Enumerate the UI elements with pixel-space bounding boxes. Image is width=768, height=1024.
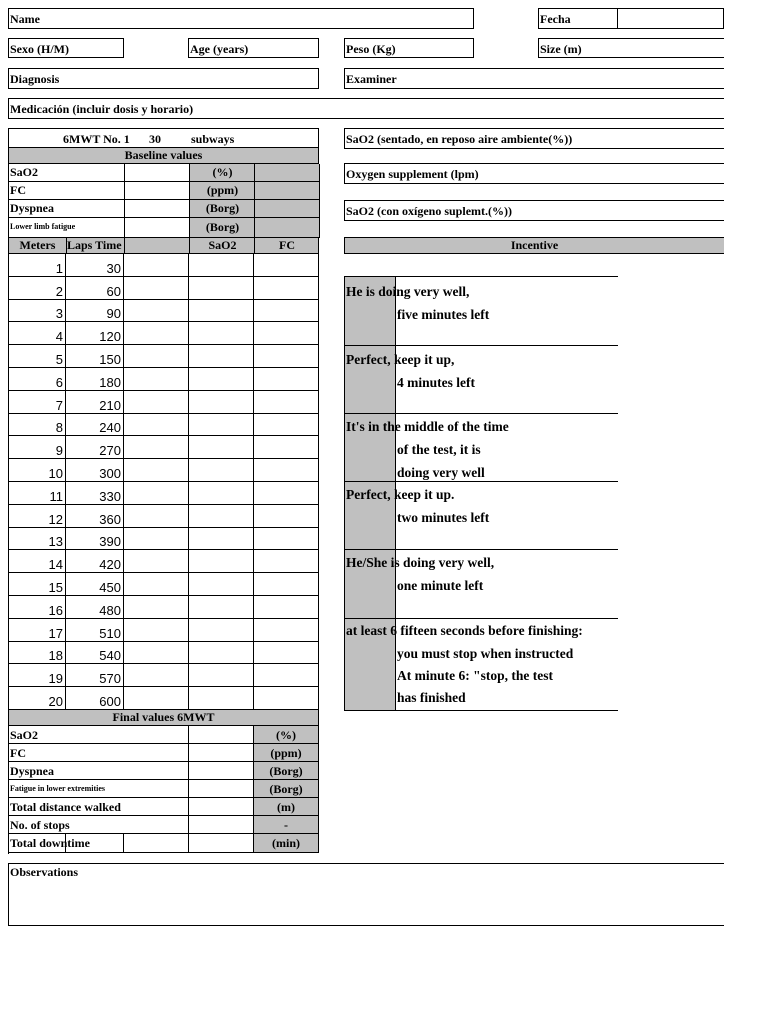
final-unit: - <box>254 816 319 834</box>
incentive-text: At minute 6: "stop, the test <box>397 668 553 683</box>
baseline-row <box>8 200 319 218</box>
lap-entry-cell[interactable] <box>254 345 319 368</box>
sex-field[interactable] <box>8 38 124 58</box>
name-field[interactable] <box>8 8 474 29</box>
lap-row <box>9 254 319 277</box>
col-meters: Meters <box>19 238 56 252</box>
sao2-rest-label: SaO2 (sentado, en reposo aire ambiente(%)) <box>346 132 573 146</box>
lap-number: 8 <box>9 414 66 436</box>
incentive-header: Incentive <box>344 237 724 254</box>
lap-entry-cell[interactable] <box>189 642 254 664</box>
baseline-unit: (%) <box>190 164 255 182</box>
lap-time: 390 <box>66 528 124 550</box>
lap-entry-cell[interactable] <box>124 436 189 459</box>
lap-time: 270 <box>66 436 124 459</box>
baseline-label: FC <box>9 182 125 200</box>
test-title-row <box>8 128 319 148</box>
baseline-unit: (ppm) <box>190 182 255 200</box>
incentive-text: has finished <box>397 690 466 705</box>
baseline-value-cell[interactable] <box>255 218 320 238</box>
lap-entry-cell[interactable] <box>124 528 189 550</box>
lap-number: 16 <box>9 596 66 619</box>
lap-entry-cell[interactable] <box>254 642 319 664</box>
incentive-text: It's in the middle of the time <box>346 419 509 434</box>
baseline-rows <box>8 164 319 238</box>
lap-row <box>9 573 319 596</box>
lap-time: 420 <box>66 550 124 573</box>
final-value-cell[interactable] <box>189 816 254 834</box>
lap-entry-cell[interactable] <box>124 573 189 596</box>
baseline-value-cell <box>67 200 125 218</box>
final-row <box>9 798 319 816</box>
baseline-value-cell <box>67 164 125 182</box>
incentive-text: Perfect, keep it up. <box>346 487 455 502</box>
lap-number: 17 <box>9 619 66 642</box>
lap-entry-cell[interactable] <box>254 505 319 528</box>
lap-rows <box>8 254 319 710</box>
final-value-cell[interactable] <box>189 780 254 798</box>
lap-row <box>9 368 319 391</box>
lap-entry-cell[interactable] <box>124 368 189 391</box>
lap-entry-cell[interactable] <box>124 414 189 436</box>
incentive-text: Perfect, keep it up, <box>346 352 455 367</box>
lap-entry-cell[interactable] <box>254 391 319 414</box>
lap-row <box>9 277 319 300</box>
col-sao2: SaO2 <box>208 238 237 252</box>
baseline-value-cell[interactable] <box>125 164 190 182</box>
lap-time: 450 <box>66 573 124 596</box>
final-label: Dyspnea <box>9 762 189 780</box>
lap-row <box>9 322 319 345</box>
baseline-value-cell[interactable] <box>125 218 190 238</box>
lap-row <box>9 300 319 322</box>
lap-row <box>9 482 319 505</box>
lap-entry-cell[interactable] <box>254 254 319 277</box>
lap-number: 12 <box>9 505 66 528</box>
final-label: Total distance walked <box>9 798 189 816</box>
diagnosis-field[interactable] <box>8 68 319 89</box>
sao2-rest-field[interactable] <box>344 128 724 149</box>
lap-number: 2 <box>9 277 66 300</box>
baseline-row <box>8 218 319 238</box>
lap-time: 510 <box>66 619 124 642</box>
lap-entry-cell[interactable] <box>124 619 189 642</box>
medication-field[interactable] <box>8 98 724 119</box>
lap-entry-cell[interactable] <box>189 300 254 322</box>
lap-entry-cell[interactable] <box>254 322 319 345</box>
lap-row <box>9 642 319 664</box>
final-row <box>9 834 319 853</box>
lap-entry-cell[interactable] <box>189 459 254 482</box>
sex-label: Sexo (H/M) <box>10 42 69 56</box>
lap-entry-cell[interactable] <box>254 300 319 322</box>
observations-label: Observations <box>10 865 79 879</box>
final-value-cell[interactable] <box>124 834 189 853</box>
observations-field[interactable] <box>8 863 724 926</box>
lap-entry-cell[interactable] <box>189 573 254 596</box>
name-label: Name <box>10 12 40 26</box>
baseline-value-cell[interactable] <box>125 182 190 200</box>
oxygen-supplement-field[interactable] <box>344 163 724 184</box>
lap-entry-cell[interactable] <box>254 528 319 550</box>
lap-row <box>9 391 319 414</box>
baseline-value-cell <box>67 182 125 200</box>
final-value-cell[interactable] <box>189 834 254 853</box>
lap-time: 30 <box>66 254 124 277</box>
final-rows <box>8 726 319 854</box>
lap-entry-cell[interactable] <box>189 322 254 345</box>
lap-entry-cell[interactable] <box>124 277 189 300</box>
lap-number: 14 <box>9 550 66 573</box>
final-row <box>9 762 319 780</box>
baseline-row <box>8 164 319 182</box>
lap-entry-cell[interactable] <box>189 687 254 710</box>
lap-time: 240 <box>66 414 124 436</box>
lap-entry-cell[interactable] <box>189 277 254 300</box>
final-unit: (ppm) <box>254 744 319 762</box>
lap-number: 7 <box>9 391 66 414</box>
diagnosis-label: Diagnosis <box>10 72 60 86</box>
weight-label: Peso (Kg) <box>346 42 396 56</box>
lap-row <box>9 664 319 687</box>
lap-entry-cell[interactable] <box>189 596 254 619</box>
lap-entry-cell[interactable] <box>254 277 319 300</box>
lap-time: 210 <box>66 391 124 414</box>
lap-row <box>9 550 319 573</box>
lap-time: 120 <box>66 322 124 345</box>
lap-entry-cell[interactable] <box>124 300 189 322</box>
lap-time: 600 <box>66 687 124 710</box>
lap-entry-cell[interactable] <box>254 414 319 436</box>
size-field[interactable] <box>538 38 724 58</box>
final-label: Fatigue in lower extremities <box>9 780 189 798</box>
lap-time: 150 <box>66 345 124 368</box>
lap-entry-cell[interactable] <box>124 345 189 368</box>
examiner-field[interactable] <box>344 68 724 89</box>
final-value-cell[interactable] <box>66 834 124 853</box>
lap-entry-cell[interactable] <box>254 664 319 687</box>
lap-entry-cell[interactable] <box>124 642 189 664</box>
baseline-value-cell[interactable] <box>125 200 190 218</box>
lap-entry-cell[interactable] <box>189 391 254 414</box>
final-label: No. of stops <box>9 816 189 834</box>
final-value-cell[interactable] <box>189 798 254 816</box>
baseline-header: Baseline values <box>8 148 319 164</box>
baseline-unit: (Borg) <box>190 200 255 218</box>
date-field[interactable] <box>538 8 724 29</box>
examiner-label: Examiner <box>346 72 397 86</box>
lap-entry-cell[interactable] <box>124 482 189 505</box>
lap-entry-cell[interactable] <box>254 687 319 710</box>
lap-number: 9 <box>9 436 66 459</box>
incentive-text: five minutes left <box>397 307 490 322</box>
lap-entry-cell[interactable] <box>124 664 189 687</box>
column-headers <box>8 238 319 254</box>
lap-entry-cell[interactable] <box>189 664 254 687</box>
lap-entry-cell[interactable] <box>254 459 319 482</box>
test-number: 6MWT No. 1 <box>63 132 130 146</box>
baseline-unit: (Borg) <box>190 218 255 238</box>
lap-row <box>9 596 319 619</box>
lap-entry-cell[interactable] <box>124 254 189 277</box>
lap-row <box>9 528 319 550</box>
incentive-text: He is doing very well, <box>346 284 470 299</box>
lap-time: 180 <box>66 368 124 391</box>
final-value-cell[interactable] <box>189 726 254 744</box>
baseline-value-cell <box>67 218 125 238</box>
incentive-text: 4 minutes left <box>397 375 475 390</box>
lap-number: 6 <box>9 368 66 391</box>
baseline-row <box>8 182 319 200</box>
lap-entry-cell[interactable] <box>189 550 254 573</box>
lap-number: 11 <box>9 482 66 505</box>
lap-entry-cell[interactable] <box>124 596 189 619</box>
lap-number: 1 <box>9 254 66 277</box>
oxygen-supplement-label: Oxygen supplement (lpm) <box>346 167 479 181</box>
lap-row <box>9 345 319 368</box>
lap-entry-cell[interactable] <box>124 687 189 710</box>
lap-row <box>9 687 319 710</box>
lap-time: 570 <box>66 664 124 687</box>
col-fc: FC <box>279 238 295 252</box>
lap-entry-cell[interactable] <box>254 573 319 596</box>
incentive-text: one minute left <box>397 578 484 593</box>
lap-entry-cell[interactable] <box>189 345 254 368</box>
lap-time: 60 <box>66 277 124 300</box>
final-unit: (m) <box>254 798 319 816</box>
lap-entry-cell[interactable] <box>254 550 319 573</box>
lap-entry-cell[interactable] <box>189 368 254 391</box>
lap-number: 18 <box>9 642 66 664</box>
lap-entry-cell[interactable] <box>124 459 189 482</box>
lap-number: 19 <box>9 664 66 687</box>
col-laps-time: Laps Time <box>67 238 122 252</box>
lap-entry-cell[interactable] <box>189 619 254 642</box>
final-label: Total downtime <box>9 834 66 853</box>
final-header: Final values 6MWT <box>8 710 319 726</box>
final-row <box>9 726 319 744</box>
lap-entry-cell[interactable] <box>124 391 189 414</box>
lap-row <box>9 505 319 528</box>
lap-number: 4 <box>9 322 66 345</box>
baseline-value-cell[interactable] <box>255 182 320 200</box>
lap-number: 20 <box>9 687 66 710</box>
sao2-oxygen-field[interactable] <box>344 200 724 221</box>
final-label: SaO2 <box>9 726 189 744</box>
lap-row <box>9 619 319 642</box>
final-unit: (min) <box>254 834 319 853</box>
test-unit: subways <box>191 132 235 146</box>
age-label: Age (years) <box>190 42 249 56</box>
lap-time: 300 <box>66 459 124 482</box>
test-distance: 30 <box>149 132 161 146</box>
final-value-cell[interactable] <box>189 744 254 762</box>
lap-entry-cell[interactable] <box>189 528 254 550</box>
incentive-text: of the test, it is <box>397 442 481 457</box>
lap-number: 3 <box>9 300 66 322</box>
lap-row <box>9 414 319 436</box>
lap-entry-cell[interactable] <box>189 505 254 528</box>
lap-entry-cell[interactable] <box>254 619 319 642</box>
lap-entry-cell[interactable] <box>254 436 319 459</box>
incentive-block <box>344 276 618 711</box>
final-row <box>9 780 319 798</box>
incentive-text: He/She is doing very well, <box>346 555 495 570</box>
age-field[interactable] <box>188 38 319 58</box>
final-value-cell[interactable] <box>189 762 254 780</box>
baseline-label: Dyspnea <box>9 200 125 218</box>
lap-entry-cell[interactable] <box>124 322 189 345</box>
lap-number: 13 <box>9 528 66 550</box>
lap-number: 10 <box>9 459 66 482</box>
final-unit: (Borg) <box>254 762 319 780</box>
baseline-label: Lower limb fatigue <box>9 218 125 238</box>
final-unit: (%) <box>254 726 319 744</box>
lap-row <box>9 459 319 482</box>
lap-entry-cell[interactable] <box>124 505 189 528</box>
medication-label: Medicación (incluir dosis y horario) <box>10 102 194 116</box>
baseline-value-cell[interactable] <box>255 200 320 218</box>
lap-entry-cell[interactable] <box>254 596 319 619</box>
incentive-text: doing very well <box>397 465 485 480</box>
lap-time: 480 <box>66 596 124 619</box>
final-row <box>9 744 319 762</box>
baseline-label: SaO2 <box>9 164 125 182</box>
baseline-value-cell[interactable] <box>255 164 320 182</box>
lap-time: 540 <box>66 642 124 664</box>
final-label: FC <box>9 744 189 762</box>
lap-entry-cell[interactable] <box>254 482 319 505</box>
lap-entry-cell[interactable] <box>189 436 254 459</box>
lap-row <box>9 436 319 459</box>
final-unit: (Borg) <box>254 780 319 798</box>
lap-entry-cell[interactable] <box>189 482 254 505</box>
lap-entry-cell[interactable] <box>189 414 254 436</box>
date-label: Fecha <box>540 12 571 26</box>
incentive-text: you must stop when instructed <box>397 646 574 661</box>
sao2-oxygen-label: SaO2 (con oxígeno suplemt.(%)) <box>346 204 512 218</box>
weight-field[interactable] <box>344 38 474 58</box>
lap-entry-cell[interactable] <box>189 254 254 277</box>
final-row <box>9 816 319 834</box>
size-label: Size (m) <box>540 42 582 56</box>
lap-time: 90 <box>66 300 124 322</box>
incentive-text: at least 6 fifteen seconds before finishing: <box>346 623 583 638</box>
incentive-text: two minutes left <box>397 510 490 525</box>
walk-test-table <box>8 128 319 854</box>
lap-entry-cell[interactable] <box>254 368 319 391</box>
lap-time: 360 <box>66 505 124 528</box>
lap-number: 5 <box>9 345 66 368</box>
lap-entry-cell[interactable] <box>124 550 189 573</box>
lap-number: 15 <box>9 573 66 596</box>
lap-time: 330 <box>66 482 124 505</box>
